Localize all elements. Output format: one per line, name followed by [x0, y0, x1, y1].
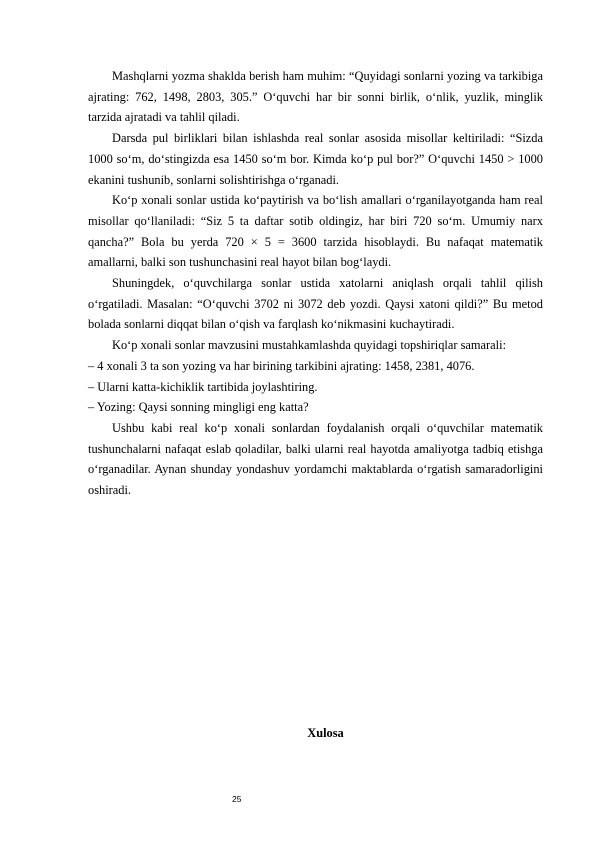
paragraph-error-analysis: Shuningdek, o‘quvchilarga sonlar ustida xatolarni aniqlash orqali tahlil qilish o‘rgatiladi. Masalan: “O‘quvchi 3702 ni 3072 deb yozdi. Qaysi xatoni qildi?” Bu metod bolada sonlarni diqqat bilan o‘qish va farqlash ko‘nikmasini kuchaytiradi. — [88, 276, 543, 332]
body-text — [88, 66, 543, 501]
section-heading: Xulosa — [307, 726, 344, 740]
paragraph-money-units: Darsda pul birliklari bilan ishlashda real sonlar asosida misollar keltiriladi: “Sizda 1000 so‘m, do‘stingizda esa 1450 so‘m bor. Kimda ko‘p pul bor?” O‘quvchi 1450 > 1000 ekanini tushunib, sonlarni solishtirishga o‘rganadi. — [88, 131, 543, 187]
paragraph-multiplication: Ko‘p xonali sonlar ustida ko‘paytirish va bo‘lish amallari o‘rganilayotganda ham real misollar qo‘llaniladi: “Siz 5 ta daftar sotib oldingiz, har biri 720 so‘m. Umumiy narx qancha?” Bola bu yerda 720 × 5 = 3600 tarzida hisoblaydi. Bu nafaqat matematik amallarni, balki son tushunchasini real hayot bilan bog‘laydi. — [88, 193, 543, 270]
task-list-item: – Yozing: Qaysi sonning mingligi eng katta? — [88, 400, 309, 415]
paragraph-written-exercises: Mashqlarni yozma shaklda berish ham muhim: “Quyidagi sonlarni yozing va tarkibiga ajrating: 762, 1498, 2803, 305.” O‘quvchi har bir sonni birlik, o‘nlik, yuzlik, minglik tarzida ajratadi va tahlil qiladi. — [88, 69, 543, 125]
paragraph-tasks-intro: Ko‘p xonali sonlar mavzusini mustahkamlashda quyidagi topshiriqlar samarali: — [112, 338, 507, 353]
task-list-item: – 4 xonali 3 ta son yozing va har birining tarkibini ajrating: 1458, 2381, 4076. — [88, 358, 475, 373]
task-list-item: – Ularni katta-kichiklik tartibida joylashtiring. — [88, 379, 318, 394]
paragraph-conclusion-text: Ushbu kabi real ko‘p xonali sonlardan foydalanish orqali o‘quvchilar matematik tushunchalarni nafaqat eslab qoladilar, balki ularni real hayotda amaliyotga tadbiq etishga o‘rganadilar. Aynan shunday yondashuv yordamchi maktablarda o‘rgatish samaradorligini oshiradi. — [88, 420, 543, 498]
page-number: 25 — [232, 794, 242, 804]
